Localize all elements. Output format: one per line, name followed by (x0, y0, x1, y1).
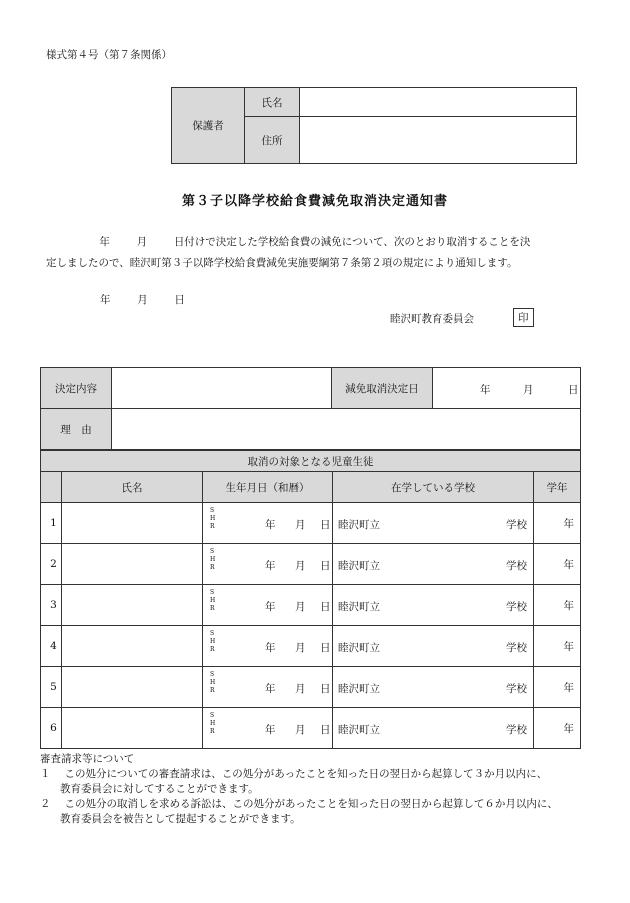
header-grade: 学年 (534, 472, 581, 503)
birth-date-field[interactable]: S H R 年 月 日 (203, 503, 333, 544)
grade-field[interactable]: 年 (534, 585, 581, 626)
grade-field[interactable]: 年 (534, 667, 581, 708)
cancel-date-field[interactable]: 年 月 日 (433, 368, 581, 409)
header-school: 在学している学校 (333, 472, 534, 503)
table-row (41, 708, 581, 749)
student-name-field[interactable] (62, 544, 203, 585)
table-row (41, 544, 581, 585)
school-field[interactable]: 睦沢町立 学校 (333, 544, 534, 585)
era-options: S H R (210, 548, 216, 571)
era-options: S H R (210, 671, 216, 694)
seal-box: 印 (513, 308, 534, 327)
note-item-2-cont: 教育委員会を被告として提起することができます。 (60, 813, 301, 825)
guardian-label: 保護者 (172, 88, 245, 164)
era-options: S H R (210, 589, 216, 612)
note-item-1-cont: 教育委員会に対してすることができます。 (60, 783, 259, 795)
student-name-field[interactable] (62, 585, 203, 626)
student-name-field[interactable] (62, 503, 203, 544)
row-number: 3 (41, 585, 62, 626)
table-row (41, 585, 581, 626)
birth-date-field[interactable]: S H R 年 月 日 (203, 626, 333, 667)
header-name: 氏名 (62, 472, 203, 503)
appeal-notes (40, 752, 600, 827)
note-item-2: ２ この処分の取消しを求める訴訟は、この処分があったことを知った日の翌日から起算して６か月以内に、 (40, 798, 558, 810)
row-number: 1 (41, 503, 62, 544)
school-field[interactable]: 睦沢町立 学校 (333, 626, 534, 667)
header-number (41, 472, 62, 503)
school-field[interactable]: 睦沢町立 学校 (333, 667, 534, 708)
era-options: S H R (210, 630, 216, 653)
notice-body-line2: 定しましたので、睦沢町第３子以降学校給食費減免実施要綱第７条第２項の規定により通知します。 (46, 257, 518, 269)
birth-date-field[interactable]: S H R 年 月 日 (203, 667, 333, 708)
student-name-field[interactable] (62, 667, 203, 708)
reason-field[interactable] (112, 409, 581, 450)
row-number: 2 (41, 544, 62, 585)
grade-field[interactable]: 年 (534, 708, 581, 749)
school-field[interactable]: 睦沢町立 学校 (333, 503, 534, 544)
birth-date-field[interactable]: S H R 年 月 日 (203, 708, 333, 749)
notice-body-line1: 年 月 日付けで決定した学校給食費の減免について、次のとおり取消することを決 (99, 236, 531, 248)
student-name-field[interactable] (62, 708, 203, 749)
note-item-1: １ この処分についての審査請求は、この処分があったことを知った日の翌日から起算して３か月以内に、 (40, 768, 548, 780)
guardian-address-field[interactable] (300, 117, 577, 164)
form-number: 様式第４号（第７条関係） (46, 49, 172, 61)
table-row (41, 667, 581, 708)
birth-date-field[interactable]: S H R 年 月 日 (203, 544, 333, 585)
grade-field[interactable]: 年 (534, 626, 581, 667)
row-number: 5 (41, 667, 62, 708)
header-birth: 生年月日（和暦） (203, 472, 333, 503)
students-table (40, 450, 581, 749)
decision-content-field[interactable] (112, 368, 332, 409)
school-field[interactable]: 睦沢町立 学校 (333, 585, 534, 626)
issuer-name: 睦沢町教育委員会 (390, 313, 474, 325)
guardian-name-label: 氏名 (245, 88, 300, 117)
grade-field[interactable]: 年 (534, 544, 581, 585)
table-row (41, 503, 581, 544)
birth-date-field[interactable]: S H R 年 月 日 (203, 585, 333, 626)
students-section-title: 取消の対象となる児童生徒 (41, 451, 581, 472)
notice-body (46, 232, 586, 274)
guardian-table (171, 87, 577, 164)
grade-field[interactable]: 年 (534, 503, 581, 544)
student-name-field[interactable] (62, 626, 203, 667)
row-number: 6 (41, 708, 62, 749)
cancel-date-label: 減免取消決定日 (332, 368, 433, 409)
guardian-address-label: 住所 (245, 117, 300, 164)
decision-content-label: 決定内容 (41, 368, 112, 409)
guardian-name-field[interactable] (300, 88, 577, 117)
school-field[interactable]: 睦沢町立 学校 (333, 708, 534, 749)
notes-heading: 審査請求等について (40, 753, 135, 765)
document-title: 第３子以降学校給食費減免取消決定通知書 (181, 194, 448, 209)
notice-date: 年 月 日 (100, 294, 185, 306)
era-options: S H R (210, 507, 216, 530)
table-row (41, 626, 581, 667)
era-options: S H R (210, 712, 216, 735)
decision-table (40, 367, 581, 450)
row-number: 4 (41, 626, 62, 667)
reason-label: 理 由 (41, 409, 112, 450)
